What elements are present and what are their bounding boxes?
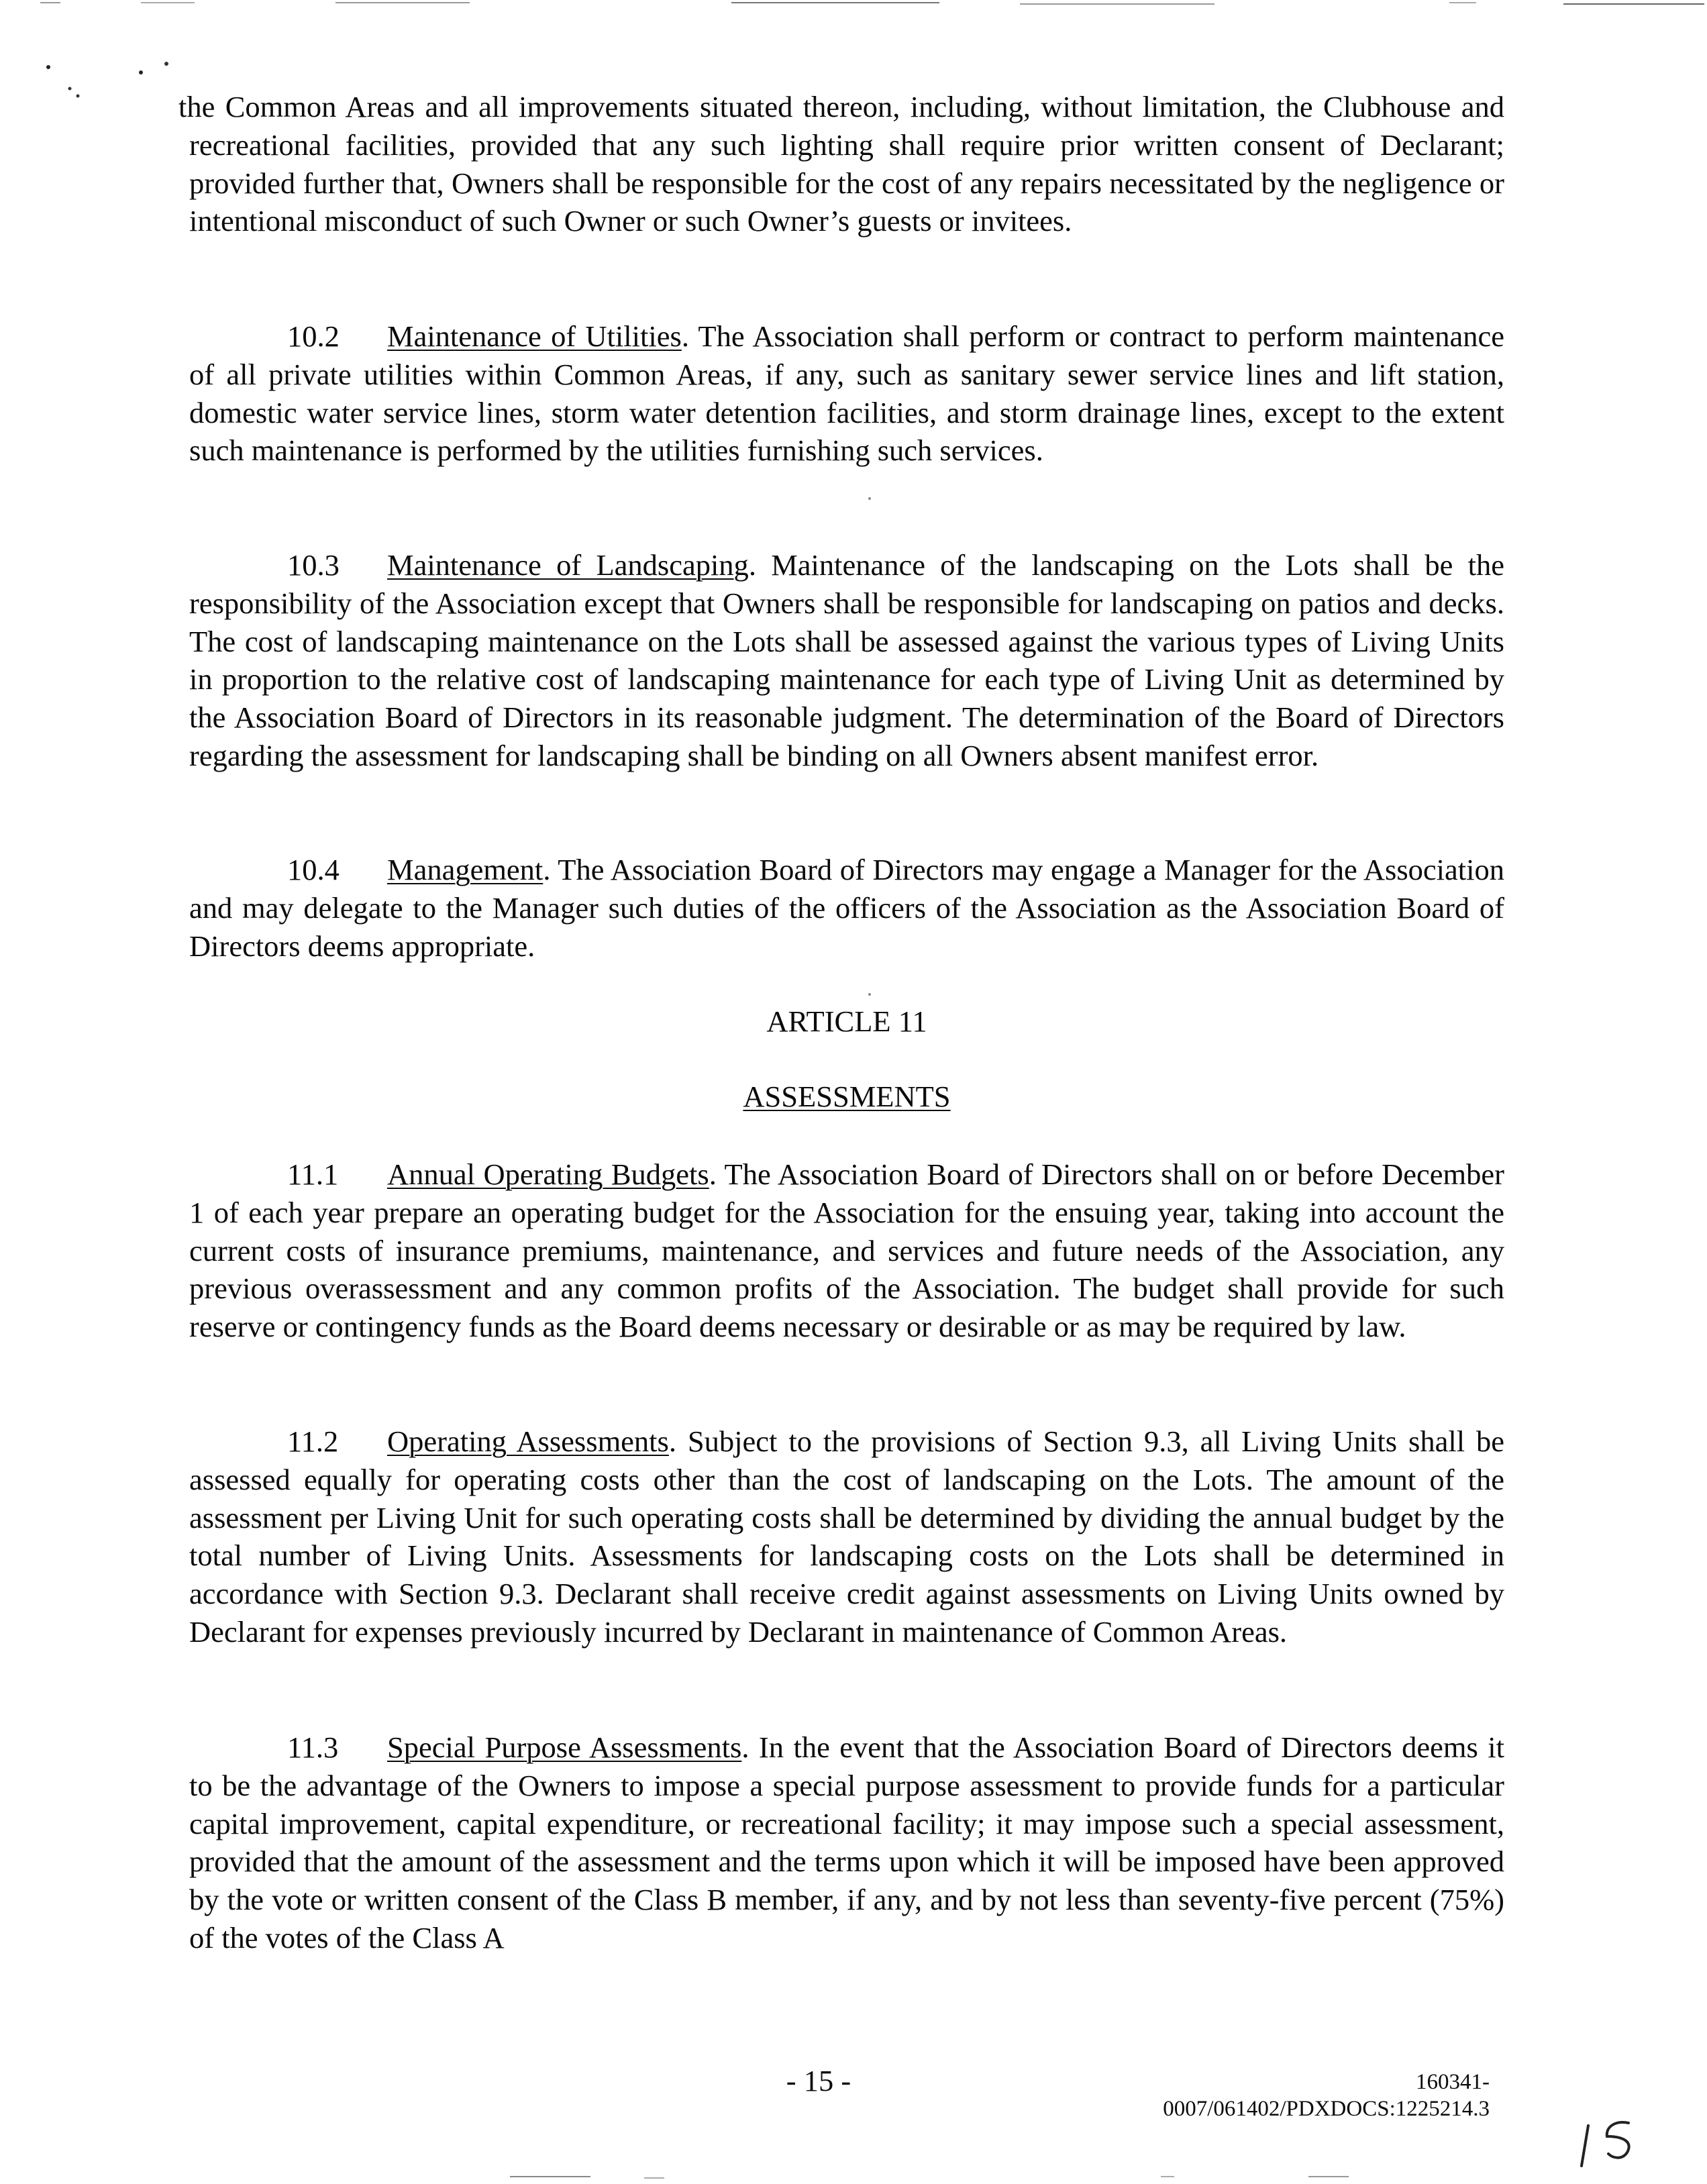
section-text: . In the event that the Association Board of Directors deems it to be the advantage of the Owners to impose a special purpose assessment to provide funds for a particular capital improvement, capital expenditure, or recreational facility; it may impose such a special assessment, provided that the amount of the assessment and the terms upon which it will be imposed have been approved by the vote or written consent of the Class B member, if any, and by not less than seventy-five percent (75%) of the votes of the Class A (189, 1730, 1504, 1955)
section-text: . The Association Board of Directors may engage a Manager for the Association and may delegate to the Manager such duties of the officers of the Association as the Association Board of Directors deems appropriate. (189, 853, 1504, 963)
article-title (189, 1078, 1504, 1116)
section-11-1 (189, 1155, 1504, 1346)
section-number: 10.3 (287, 548, 340, 582)
continuation-text: the Common Areas and all improvements situated thereon, including, without limitation, the Clubhouse and recreational facilities, provided that any such lighting shall require prior written consent of Declarant; provided further that, Owners shall be responsible for the cost of any repairs necessitated by the negligence or intentional misconduct of such Owner or such Owner’s guests or invitees. (178, 90, 1504, 238)
section-11-2 (189, 1422, 1504, 1651)
section-title: Annual Operating Budgets (387, 1157, 709, 1191)
handwritten-page-mark (1573, 2114, 1647, 2174)
page-number: - 15 - (786, 2064, 851, 2097)
section-10-3 (189, 546, 1504, 775)
section-title: Maintenance of Landscaping (387, 548, 749, 582)
section-title: Operating Assessments (387, 1424, 669, 1458)
section-number: 11.2 (287, 1424, 339, 1458)
section-number: 10.2 (287, 319, 340, 353)
section-text: . The Association Board of Directors shall on or before December 1 of each year prepare an operating budget for the Association for the ensuing year, taking into account the current costs of insurance premiums, maintenance, and services and future needs of the Association, any previous overassessment and any common profits of the Association. The budget shall provide for such reserve or contingency funds as the Board deems necessary or desirable or as may be required by law. (189, 1157, 1504, 1344)
section-number: 10.4 (287, 853, 340, 886)
document-id: 160341-0007/061402/PDXDOCS:1225214.3 (1163, 2070, 1490, 2121)
section-title: Maintenance of Utilities (387, 319, 682, 353)
section-number: 11.3 (287, 1730, 339, 1764)
section-10-4 (189, 851, 1504, 965)
article-title-text: ASSESSMENTS (743, 1080, 951, 1113)
section-number: 11.1 (287, 1157, 339, 1191)
section-title: Special Purpose Assessments (387, 1730, 742, 1764)
section-text: . Maintenance of the landscaping on the Lots shall be the responsibility of the Association except that Owners shall be responsible for landscaping on patios and decks. The cost of landscaping maintenance on the Lots shall be assessed against the various types of Living Units in proportion to the relative cost of landscaping maintenance for each type of Living Unit as determined by the Association Board of Directors in its reasonable judgment. The determination of the Board of Directors regarding the assessment for landscaping shall be binding on all Owners absent manifest error. (189, 548, 1504, 772)
continuation-paragraph (178, 88, 1504, 240)
section-text: . The Association shall perform or contract to perform maintenance of all private utilities within Common Areas, if any, such as sanitary sewer service lines and lift station, domestic water service lines, storm water detention facilities, and storm drainage lines, except to the extent such maintenance is performed by the utilities furnishing such services. (189, 319, 1504, 468)
section-10-2 (189, 317, 1504, 470)
article-label: ARTICLE 11 (766, 1004, 927, 1038)
section-11-3 (189, 1728, 1504, 1957)
section-title: Management (387, 853, 544, 886)
section-text: . Subject to the provisions of Section 9.3, all Living Units shall be assessed equally for operating costs other than the cost of landscaping on the Lots. The amount of the assessment per Living Unit for such operating costs shall be determined by dividing the annual budget by the total number of Living Units. Assessments for landscaping costs on the Lots shall be determined in accordance with Section 9.3. Declarant shall receive credit against assessments on Living Units owned by Declarant for expenses previously incurred by Declarant in maintenance of Common Areas. (189, 1424, 1504, 1649)
